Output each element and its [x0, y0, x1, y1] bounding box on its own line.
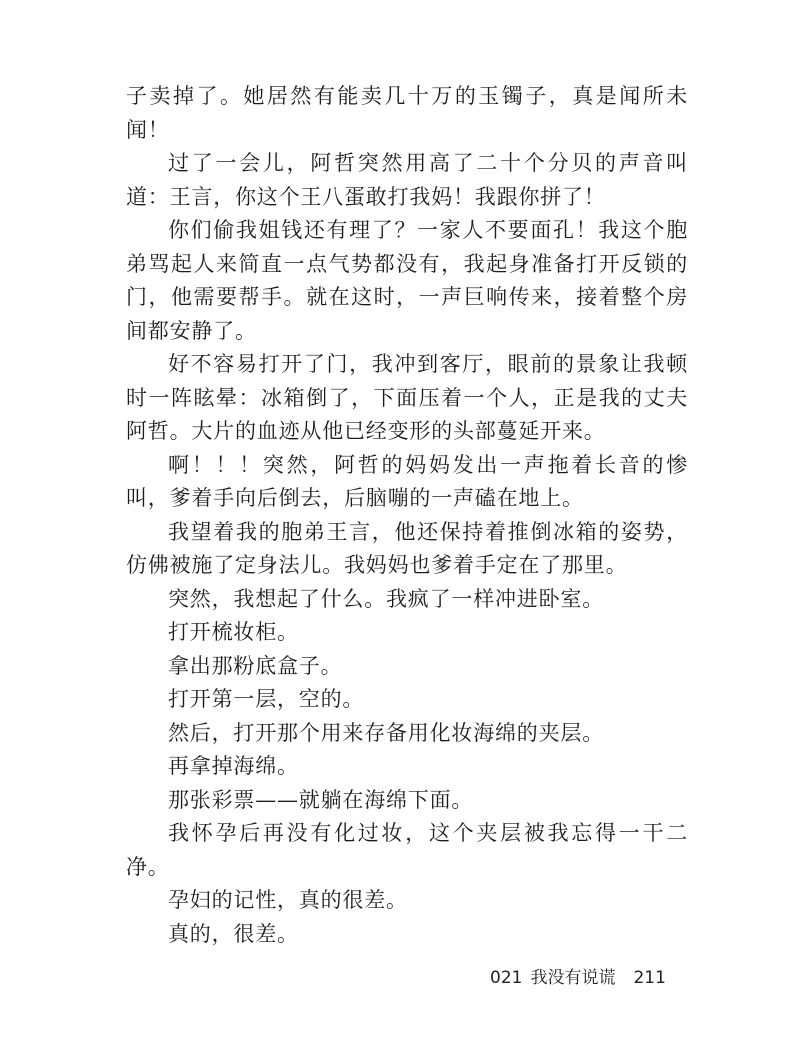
paragraph: 那张彩票——就躺在海绵下面。	[168, 787, 474, 812]
paragraph: 再拿掉海绵。	[168, 754, 299, 778]
paragraph: 真的，很差。	[168, 921, 299, 946]
paragraph: 打开梳妆柜。	[168, 620, 299, 644]
paragraph: 你们偷我姐钱还有理了？一家人不要面孔！我这个胞弟骂起人来简直一点气势都没有，我起身准备打开反锁的门，他需要帮手。就在这时，一声巨响传来，接着整个房间都安静了。	[126, 218, 688, 343]
body-text	[126, 80, 688, 951]
chapter-number: 021	[490, 968, 523, 988]
paragraph: 过了一会儿，阿哲突然用高了二十个分贝的声音叫道：王言，你这个王八蛋敢打我妈！我跟你拼了！	[126, 151, 688, 209]
paragraph: 我望着我的胞弟王言，他还保持着推倒冰箱的姿势，仿佛被施了定身法儿。我妈妈也爹着手定在了那里。	[126, 519, 688, 577]
paragraph: 孕妇的记性，真的很差。	[168, 888, 408, 912]
paragraph-continuation: 子卖掉了。她居然有能卖几十万的玉镯子，真是闻所未闻！	[126, 84, 688, 142]
paragraph: 好不容易打开了门，我冲到客厅，眼前的景象让我顿时一阵眩晕：冰箱倒了，下面压着一个人，正是我的丈夫阿哲。大片的血迹从他已经变形的头部蔓延开来。	[126, 352, 688, 443]
paragraph: 打开第一层，空的。	[168, 687, 365, 711]
paragraph: 然后，打开那个用来存备用化妆海绵的夹层。	[168, 720, 604, 745]
paragraph: 我怀孕后再没有化过妆，这个夹层被我忘得一干二净。	[126, 821, 688, 879]
paragraph: 啊！！！突然，阿哲的妈妈发出一声拖着长音的惨叫，爹着手向后倒去，后脑嘣的一声磕在地上。	[126, 452, 688, 510]
chapter-title: 我没有说谎	[530, 968, 616, 988]
paragraph: 突然，我想起了什么。我疯了一样冲进卧室。	[168, 586, 604, 611]
page-number: 211	[633, 968, 666, 988]
page-footer	[490, 963, 710, 988]
paragraph: 拿出那粉底盒子。	[168, 653, 343, 678]
